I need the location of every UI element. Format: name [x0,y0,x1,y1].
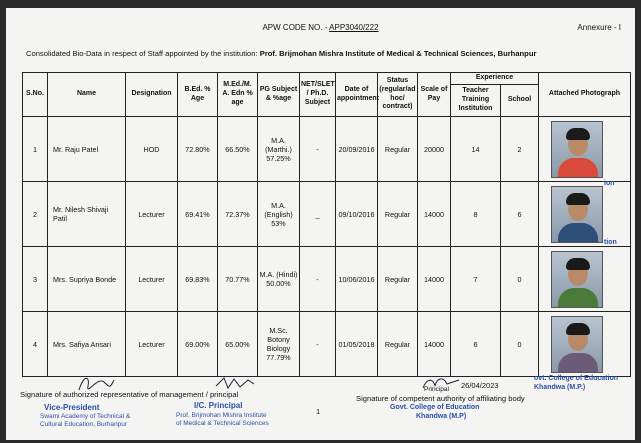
col-exp-school: School [501,85,539,117]
pg-pg-detail: (English) [264,209,293,219]
cell-med: 65.00% [218,312,258,377]
cell-status: Regular [378,247,418,312]
right-signature-label: Signature of competent authority of affiliating body [356,394,525,403]
page-number: 1 [316,407,321,416]
col-scale: Scale of Pay [418,73,451,117]
cell-pg [258,247,300,312]
cell-pg [258,117,300,182]
cell-status: Regular [378,117,418,182]
cell-scale: 14000 [418,312,451,377]
col-date: Date of appointment [336,73,378,117]
cell-status: Regular [378,182,418,247]
pg-pg-detail: (Marthi.) [265,144,292,154]
col-med: M.Ed./M. A. Edn % age [218,73,258,117]
table-row [23,312,631,377]
pg-pg-pct: 57.25% [266,153,291,163]
vp-org-line2: Cultural Education, Burhanpur [40,421,128,428]
cell-photo [539,312,631,377]
cell-name: Mrs. Supriya Bonde [48,247,126,312]
annexure-label: Annexure - I [577,23,621,32]
col-pg: PG Subject & %age [258,73,300,117]
ic-org-line2: of Medical & Technical Sciences [176,420,269,427]
cell-designation: HOD [126,117,178,182]
ic-principal-title: I/C. Principal [194,401,243,410]
principal-signature [214,374,256,394]
cell-status: Regular [378,312,418,377]
staff-photo [551,121,603,178]
cell-scale: 14000 [418,182,451,247]
pg-pg-subject: M.A. [271,135,286,145]
left-signature [76,372,116,394]
cell-photo [539,247,631,312]
stamp-fragment [604,178,624,188]
svg-text:ion: ion [604,180,615,186]
cell-exp-school: 0 [501,312,539,377]
col-bed: B.Ed. % Age [178,73,218,117]
col-name: Name [48,73,126,117]
cell-name: Mr. Nilesh Shivaji Patil [48,182,126,247]
pg-pg-detail: 50.00% [266,279,291,288]
pg-pg-subject: M.Sc. [269,326,288,335]
pg-pg-pct: 77.79% [266,353,291,362]
cell-med: 66.50% [218,117,258,182]
staff-photo [551,316,603,373]
cell-name: Mrs. Safiya Ansari [48,312,126,377]
cell-exp-tti: 8 [451,182,501,247]
document-page [6,8,635,440]
cell-bed: 72.80% [178,117,218,182]
cell-bed: 69.41% [178,182,218,247]
col-status: Status (regular/ad hoc/ contract) [378,73,418,117]
svg-text:tion: tion [604,239,617,245]
stamp-fragment [604,237,624,247]
cell-net: - [300,117,336,182]
cell-exp-tti: 14 [451,117,501,182]
cell-net: - [300,247,336,312]
vp-title: Vice-President [44,403,100,412]
col-photo: Attached Photograph [539,73,631,117]
cell-pg [258,312,300,377]
col-designation: Designation [126,73,178,117]
cell-exp-tti: 6 [451,312,501,377]
col-exp-tti: Teacher Training Institution [451,85,501,117]
govt-college-stamp-2: ovt. College of Education [534,375,619,382]
institution-name: Prof. Brijmohan Mishra Institute of Medical & Technical Sciences, Burhanpur [259,49,537,58]
cell-sno: 1 [23,117,48,182]
cell-net: - [300,312,336,377]
cell-date: 20/09/2016 [336,117,378,182]
cell-exp-tti: 7 [451,247,501,312]
cell-bed: 69.83% [178,247,218,312]
principal-handwritten: Principal [424,386,449,393]
cell-sno: 4 [23,312,48,377]
pg-pg-subject: M.A. (Hindi) [259,270,298,279]
table-row [23,182,631,247]
subtitle: Consolidated Bio-Data in respect of Staff appointed by the institution: Prof. Brijmohan Mishra Institute of Medical & Technical Sciences, Burhanpur [26,49,537,58]
cell-designation: Lecturer [126,182,178,247]
cell-exp-school: 6 [501,182,539,247]
cell-med: 72.37% [218,182,258,247]
vp-org-line1: Swami Academy of Technical & [40,413,131,420]
cell-scale: 14000 [418,247,451,312]
staff-photo [551,251,603,308]
table-row [23,117,631,182]
cell-designation: Lecturer [126,247,178,312]
govt-college-location: Khandwa (M.P) [416,413,467,420]
cell-name: Mr. Raju Patel [48,117,126,182]
left-signature-label: Signature of authorized representative of management / principal [20,390,239,399]
col-sno: S.No. [23,73,48,117]
cell-date: 09/10/2016 [336,182,378,247]
cell-med: 70.77% [218,247,258,312]
cell-date: 01/05/2018 [336,312,378,377]
ic-org-line1: Prof. Brijmohan Mishra Institute [176,412,267,419]
cell-sno: 3 [23,247,48,312]
pg-pg-subject: M.A. [271,200,286,210]
col-experience: Experience [451,73,539,85]
handwritten-date: 26/04/2023 [461,381,499,390]
cell-bed: 69.00% [178,312,218,377]
pg-pg-detail: Botony Biology [266,335,291,353]
cell-net: _ [300,182,336,247]
cell-pg [258,182,300,247]
cell-scale: 20000 [418,117,451,182]
pg-pg-pct: 53% [271,218,286,228]
table-row [23,247,631,312]
cell-exp-school: 2 [501,117,539,182]
col-net: NET/SLET / Ph.D. Subject [300,73,336,117]
cell-exp-school: 0 [501,247,539,312]
cell-designation: Lecturer [126,312,178,377]
govt-college-location-2: Khandwa (M.P.) [534,384,586,391]
cell-date: 10/06/2016 [336,247,378,312]
apw-code: APW CODE NO. - APP3040/222 [262,23,379,32]
cell-photo [539,117,631,182]
govt-college-stamp: Govt. College of Education [390,404,480,411]
staff-photo [551,186,603,243]
apw-code-value: APP3040/222 [329,23,379,32]
staff-biodata-table [22,72,631,377]
cell-sno: 2 [23,182,48,247]
